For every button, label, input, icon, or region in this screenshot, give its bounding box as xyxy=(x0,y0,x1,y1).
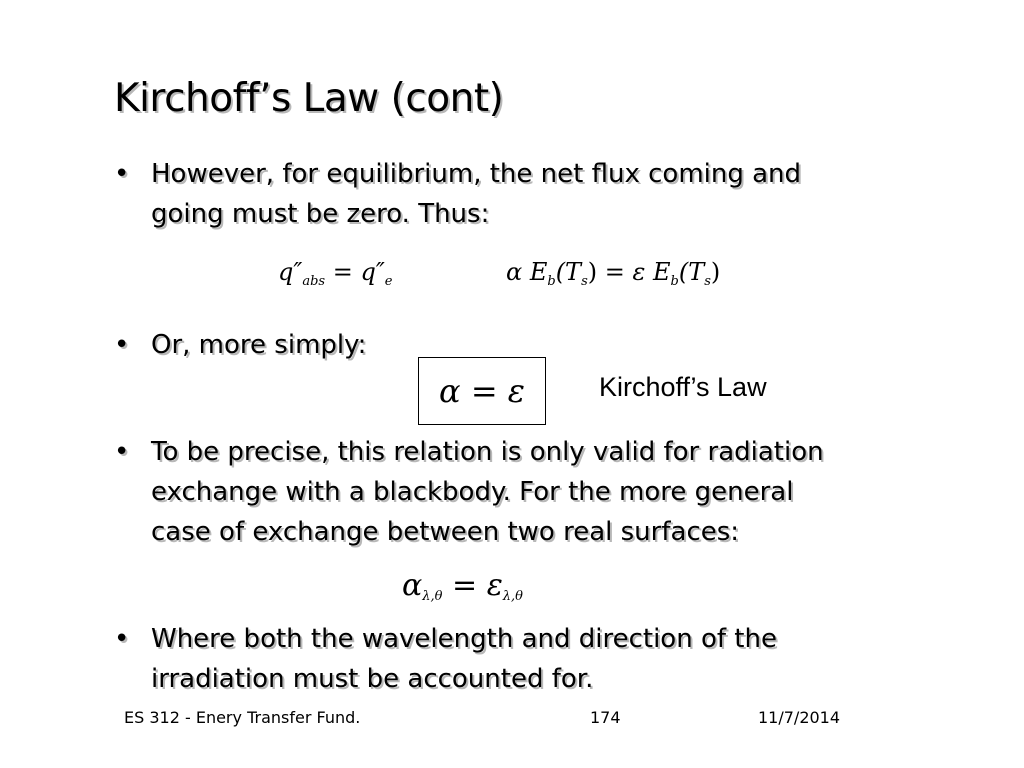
bullet-dot: • xyxy=(114,437,130,467)
spectral-lhs: α xyxy=(402,568,423,603)
footer-page-number: 174 xyxy=(590,708,621,727)
bullet-line: exchange with a blackbody. For the more general xyxy=(151,477,794,507)
flux-rhs: q″ xyxy=(360,258,385,286)
bullet-line: Where both the wavelength and direction of the xyxy=(151,624,777,654)
bullet-line: going must be zero. Thus: xyxy=(151,199,490,229)
energy-lhs-arg: (T xyxy=(555,258,582,286)
flux-rhs-sub: e xyxy=(384,274,393,289)
energy-lhs-arg-sub: s xyxy=(581,274,588,289)
energy-lhs: α E xyxy=(506,258,548,286)
slide-title: Kirchoff’s Law (cont) xyxy=(114,76,504,121)
flux-lhs: q″ xyxy=(278,258,303,286)
energy-lhs-arg-close: ) xyxy=(587,258,598,286)
energy-rhs: ε E xyxy=(632,258,671,286)
bullet-line: However, for equilibrium, the net flux coming and xyxy=(151,159,802,189)
spectral-rhs-sub: λ,θ xyxy=(502,589,523,604)
bullet-dot: • xyxy=(114,330,130,360)
flux-lhs-sub: abs xyxy=(302,274,326,289)
bullet-line: Or, more simply: xyxy=(151,330,367,360)
equals-sign: = xyxy=(325,258,361,286)
spectral-lhs-sub: λ,θ xyxy=(422,589,443,604)
spectral-rhs: ε xyxy=(486,568,503,603)
bullet-text xyxy=(151,325,366,365)
emissive-power-equation xyxy=(506,258,720,289)
equals-sign: = xyxy=(442,568,487,603)
energy-rhs-arg-close: ) xyxy=(710,258,721,286)
bullet-line: To be precise, this relation is only valid for radiation xyxy=(151,437,824,467)
bullet-line: irradiation must be accounted for. xyxy=(151,664,594,694)
boxed-equation: α = ε xyxy=(418,357,546,425)
energy-rhs-arg-sub: s xyxy=(704,274,711,289)
spectral-kirchoff-equation xyxy=(402,568,523,604)
footer-date: 11/7/2014 xyxy=(758,708,841,727)
bullet-text xyxy=(151,154,801,234)
energy-rhs-arg: (T xyxy=(678,258,705,286)
flux-balance-equation xyxy=(278,258,392,289)
bullet-dot: • xyxy=(114,159,130,189)
bullet-dot: • xyxy=(114,624,130,654)
energy-lhs-sub: b xyxy=(547,274,556,289)
bullet-text xyxy=(151,619,777,699)
bullet-line: case of exchange between two real surfaces: xyxy=(151,517,740,547)
bullet-text xyxy=(151,432,824,552)
kirchoff-law-label: Kirchoff’s Law xyxy=(599,372,767,402)
equals-sign: = xyxy=(597,258,633,286)
energy-rhs-sub: b xyxy=(670,274,679,289)
footer-course: ES 312 - Enery Transfer Fund. xyxy=(124,708,361,727)
